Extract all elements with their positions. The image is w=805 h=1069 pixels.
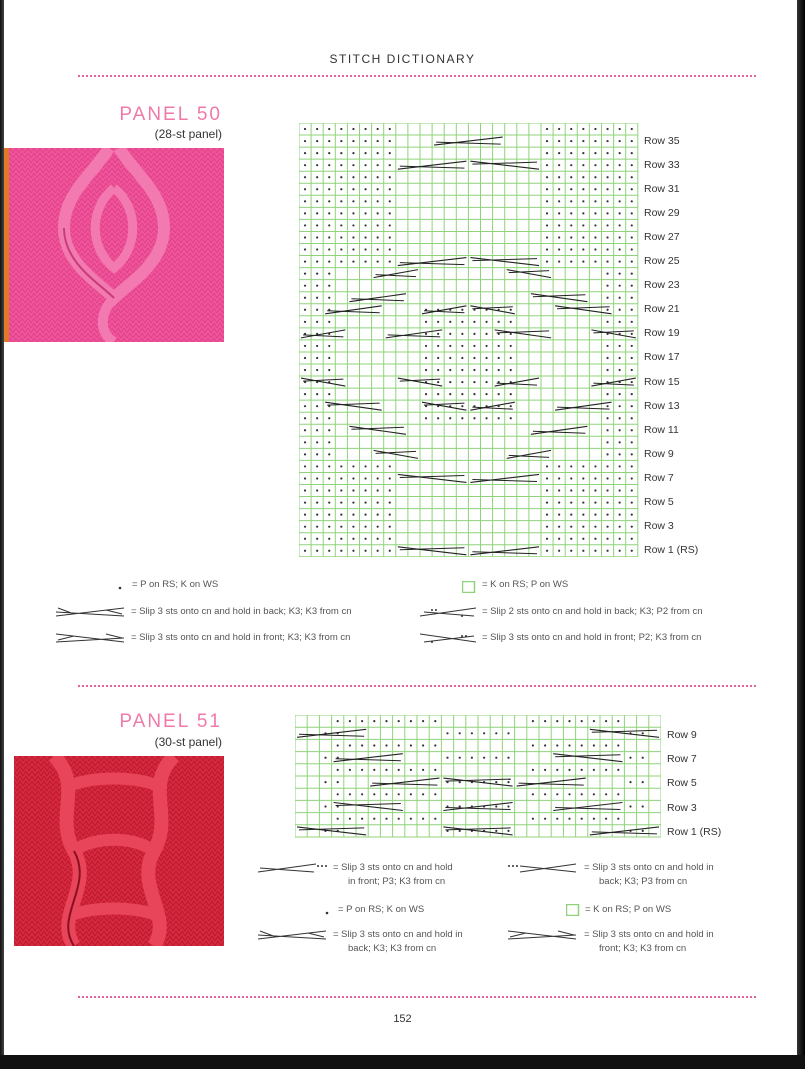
panel-51-row-label: Row 9 bbox=[667, 729, 697, 741]
middle-divider bbox=[78, 685, 756, 687]
legend-purl: = P on RS; K on WS bbox=[132, 579, 219, 590]
panel-50-row-label: Row 7 bbox=[644, 471, 674, 484]
panel-50-row-label: Row 31 bbox=[644, 183, 680, 196]
cable-front-symbol bbox=[54, 631, 126, 650]
legend-knit-51: = K on RS; P on WS bbox=[585, 904, 672, 915]
panel-51-row-label: Row 1 (RS) bbox=[667, 825, 722, 838]
page-edge-right bbox=[797, 0, 805, 1069]
panel-50-row-label: Row 35 bbox=[644, 135, 680, 147]
legend-purl-51: = P on RS; K on WS bbox=[338, 904, 425, 915]
legend-knit: = K on RS; P on WS bbox=[482, 579, 569, 590]
panel-51-subtitle: (30-st panel) bbox=[154, 735, 222, 749]
panel-50-row-label: Row 27 bbox=[644, 231, 680, 244]
legend-t6f-line2: in front; P3; K3 from cn bbox=[348, 876, 446, 887]
panel-50-row-label: Row 21 bbox=[644, 303, 680, 316]
legend-c6f-51-line2: front; K3; K3 from cn bbox=[599, 943, 687, 954]
legend-t6f bbox=[333, 861, 453, 889]
panel-50-row-label: Row 19 bbox=[644, 327, 680, 340]
cable-back-symbol-51 bbox=[256, 928, 328, 947]
legend-t5f: = Slip 3 sts onto cn and hold in front; P2; K3 from cn bbox=[482, 632, 702, 643]
twist-front-symbol bbox=[418, 631, 478, 650]
page-edge-bottom bbox=[0, 1055, 805, 1069]
knit-symbol-51 bbox=[566, 903, 580, 921]
cable-front-symbol-51 bbox=[506, 928, 578, 947]
panel-51-swatch-photo bbox=[14, 756, 224, 946]
twist-back-symbol bbox=[418, 605, 478, 624]
panel-51-title: PANEL 51 bbox=[119, 711, 222, 732]
panel-50-subtitle: (28-st panel) bbox=[154, 127, 222, 141]
legend-t6f-line1: = Slip 3 sts onto cn and hold bbox=[333, 862, 453, 873]
panel-50-grid bbox=[299, 123, 638, 557]
purl-symbol-51 bbox=[322, 905, 332, 923]
panel-51-row-label: Row 5 bbox=[667, 777, 697, 790]
twist-back-p3-symbol bbox=[506, 861, 578, 880]
legend-c6b: = Slip 3 sts onto cn and hold in back; K3; K3 from cn bbox=[131, 606, 352, 617]
panel-50-row-label: Row 25 bbox=[644, 255, 680, 268]
panel-50-row-label: Row 9 bbox=[644, 447, 674, 460]
legend-c6f-51-line1: = Slip 3 sts onto cn and hold in bbox=[584, 929, 714, 940]
bottom-divider bbox=[78, 996, 756, 998]
legend-t6b-line2: back; K3; P3 from cn bbox=[599, 876, 688, 887]
legend-c6b-51-line1: = Slip 3 sts onto cn and hold in bbox=[333, 929, 463, 940]
legend-c6b-51-line2: back; K3; K3 from cn bbox=[348, 943, 437, 954]
panel-50-row-label: Row 11 bbox=[644, 423, 679, 436]
legend-c6b-51 bbox=[333, 928, 463, 956]
legend-c6f: = Slip 3 sts onto cn and hold in front; K3; K3 from cn bbox=[131, 632, 351, 643]
legend-t6b bbox=[584, 861, 714, 889]
cable-back-symbol bbox=[54, 605, 126, 624]
page-number: 152 bbox=[393, 1013, 412, 1025]
panel-51-row-label: Row 3 bbox=[667, 801, 697, 814]
panel-50-row-label: Row 13 bbox=[644, 399, 680, 412]
panel-50-chart bbox=[299, 123, 639, 557]
twist-front-p3-symbol bbox=[256, 861, 328, 880]
panel-50-row-label: Row 23 bbox=[644, 279, 680, 292]
legend-c6f-51 bbox=[584, 928, 714, 956]
purl-symbol bbox=[115, 580, 125, 598]
panel-50-swatch-photo bbox=[4, 148, 224, 342]
panel-50-row-label: Row 15 bbox=[644, 375, 680, 388]
panel-50-row-label: Row 29 bbox=[644, 207, 680, 220]
panel-50-row-label: Row 5 bbox=[644, 495, 674, 508]
panel-50-row-label: Row 3 bbox=[644, 519, 674, 532]
knit-symbol bbox=[462, 580, 476, 598]
legend-t6b-line1: = Slip 3 sts onto cn and hold in bbox=[584, 862, 714, 873]
panel-50-row-label: Row 1 (RS) bbox=[644, 543, 699, 556]
panel-51-row-label: Row 7 bbox=[667, 753, 697, 766]
panel-50-row-label: Row 17 bbox=[644, 351, 680, 364]
top-divider bbox=[78, 75, 756, 77]
running-header: STITCH DICTIONARY bbox=[329, 52, 476, 66]
panel-50-title: PANEL 50 bbox=[119, 104, 222, 125]
panel-50-row-label: Row 33 bbox=[644, 159, 680, 172]
panel-51-chart bbox=[295, 715, 661, 839]
legend-t5b: = Slip 2 sts onto cn and hold in back; K3; P2 from cn bbox=[482, 606, 703, 617]
